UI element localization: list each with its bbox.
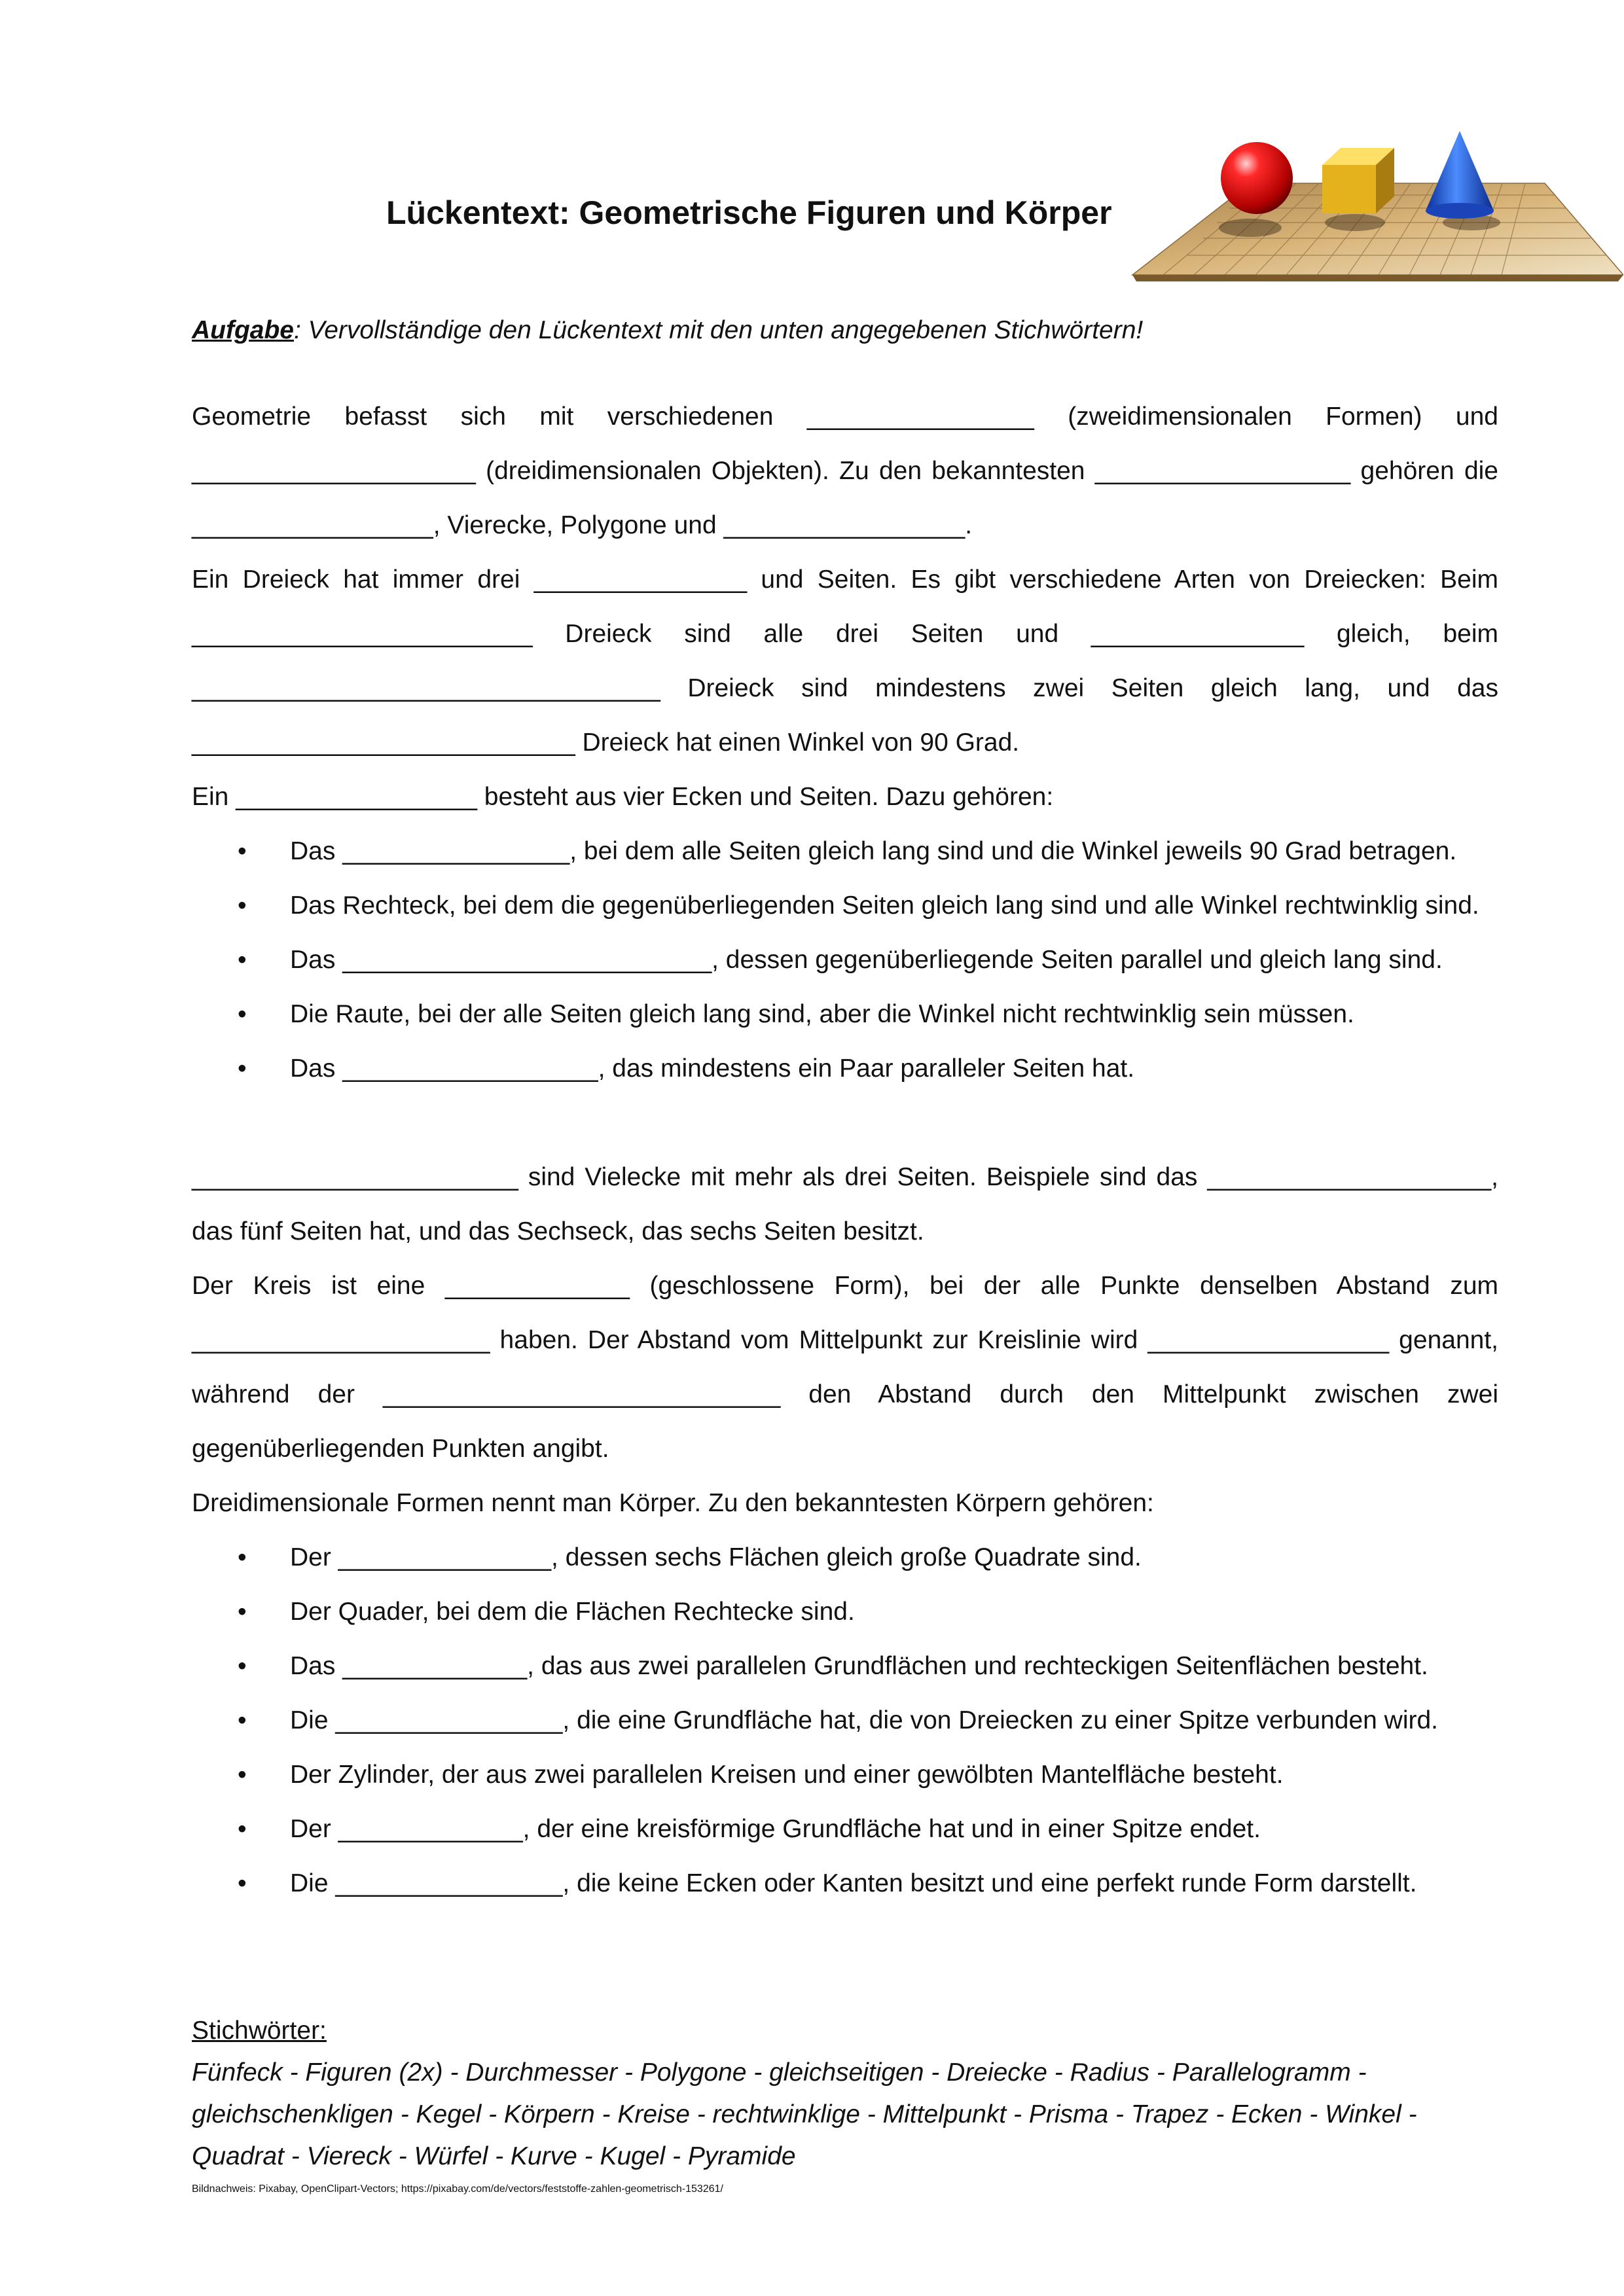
page-title: Lückentext: Geometrische Figuren und Körper: [386, 194, 1112, 231]
bullet-icon: •: [238, 1598, 247, 1626]
list-item: • Das __________________________, dessen gegenüberliegende Seiten parallel und gleich lang sind.: [192, 933, 1498, 987]
list-item: • Das ________________, bei dem alle Seiten gleich lang sind und die Winkel jeweils 90 Grad betragen.: [192, 824, 1498, 878]
list-item: • Das Rechteck, bei dem die gegenüberliegenden Seiten gleich lang sind und alle Winkel rechtwinklig sind.: [192, 878, 1498, 933]
sphere-shape: [1221, 142, 1293, 214]
list-item: • Die ________________, die keine Ecken oder Kanten besitzt und eine perfekt runde Form darstellt.: [192, 1856, 1498, 1910]
bullet-icon: •: [238, 946, 247, 974]
paragraph-geometry-intro: Geometrie befasst sich mit verschiedenen ________________ (zweidimensionalen Formen) und ____________________ (dreidimensionalen Objekten). Zu den bekanntesten __________________ gehören die _________________, Vierecke, Polygone und _________________.: [192, 403, 1498, 539]
bullet-icon: •: [238, 1652, 247, 1680]
list-item: • Die ________________, die eine Grundfläche hat, die von Dreiecken zu einer Spitze verbunden wird.: [192, 1693, 1498, 1748]
bullet-icon: •: [238, 1761, 247, 1789]
paragraph-circle: Der Kreis ist eine _____________ (geschlossene Form), bei der alle Punkte denselben Abstand zum _____________________ haben. Der Abstand vom Mittelpunkt zur Kreislinie wird _________________ genannt, während der ____________________________ den Abstand durch den Mittelpunkt zwischen zwei gegenüberliegenden Punkten angibt.: [192, 1272, 1498, 1463]
list-item: • Der _____________, der eine kreisförmige Grundfläche hat und in einer Spitze endet.: [192, 1802, 1498, 1856]
paragraph-polygons: _______________________ sind Vielecke mit mehr als drei Seiten. Beispiele sind das ____________________, das fünf Seiten hat, und das Sechseck, das sechs Seiten besitzt.: [192, 1163, 1498, 1246]
bullet-icon: •: [238, 891, 247, 920]
list-item: • Das _____________, das aus zwei parallelen Grundflächen und rechteckigen Seitenflächen besteht.: [192, 1639, 1498, 1693]
task-instruction: [192, 308, 1498, 353]
cone-shape: [1426, 131, 1494, 219]
list-item: • Die Raute, bei der alle Seiten gleich lang sind, aber die Winkel nicht rechtwinklig sein müssen.: [192, 987, 1498, 1041]
task-label: Aufgabe: [192, 316, 294, 344]
paragraph-triangles: Ein Dreieck hat immer drei _______________ und Seiten. Es gibt verschiedene Arten von Dreiecken: Beim ________________________ Dreieck sind alle drei Seiten und _______________ gleich, beim _________________________________ Dreieck sind mindestens zwei Seiten gleich lang, und das ___________________________ Dreieck hat einen Winkel von 90 Grad.: [192, 565, 1498, 757]
task-text: : Vervollständige den Lückentext mit den unten angegebenen Stichwörtern!: [294, 316, 1144, 344]
bullet-icon: •: [238, 837, 247, 865]
bullet-icon: •: [238, 1869, 247, 1897]
bullet-icon: •: [238, 1054, 247, 1083]
bullet-icon: •: [238, 1543, 247, 1571]
bullet-icon: •: [238, 1706, 247, 1734]
header-illustration-geometric-solids: [1126, 124, 1623, 281]
list-item: • Der _______________, dessen sechs Flächen gleich große Quadrate sind.: [192, 1530, 1498, 1585]
list-item: • Der Zylinder, der aus zwei parallelen Kreisen und einer gewölbten Mantelfläche besteht.: [192, 1748, 1498, 1802]
bullet-icon: •: [238, 1815, 247, 1843]
keywords-heading: Stichwörter:: [192, 2017, 327, 2045]
paragraph-quadrilaterals-intro: Ein _________________ besteht aus vier Ecken und Seiten. Dazu gehören:: [192, 783, 1054, 811]
image-credit: Bildnachweis: Pixabay, OpenClipart-Vectors; https://pixabay.com/de/vectors/feststoffe-zahlen-geometrisch-153261/: [192, 2183, 723, 2195]
quadrilateral-list: [192, 824, 1498, 1096]
list-item: • Der Quader, bei dem die Flächen Rechtecke sind.: [192, 1585, 1498, 1639]
list-item: • Das __________________, das mindestens ein Paar paralleler Seiten hat.: [192, 1041, 1498, 1096]
paragraph-solids-intro: Dreidimensionale Formen nennt man Körper. Zu den bekanntesten Körpern gehören:: [192, 1489, 1154, 1517]
cube-shape: [1322, 148, 1394, 213]
keyword-list: Fünfeck - Figuren (2x) - Durchmesser - Polygone - gleichseitigen - Dreiecke - Radius - Parallelogramm - gleichschenkligen - Kegel - Körpern - Kreise - rechtwinklige - Mittelpunkt - Prisma - Trapez - Ecken - Winkel - Quadrat - Viereck - Würfel - Kurve - Kugel - Pyramide: [192, 2058, 1417, 2170]
bullet-icon: •: [238, 1000, 247, 1028]
solids-list: [192, 1530, 1498, 1910]
